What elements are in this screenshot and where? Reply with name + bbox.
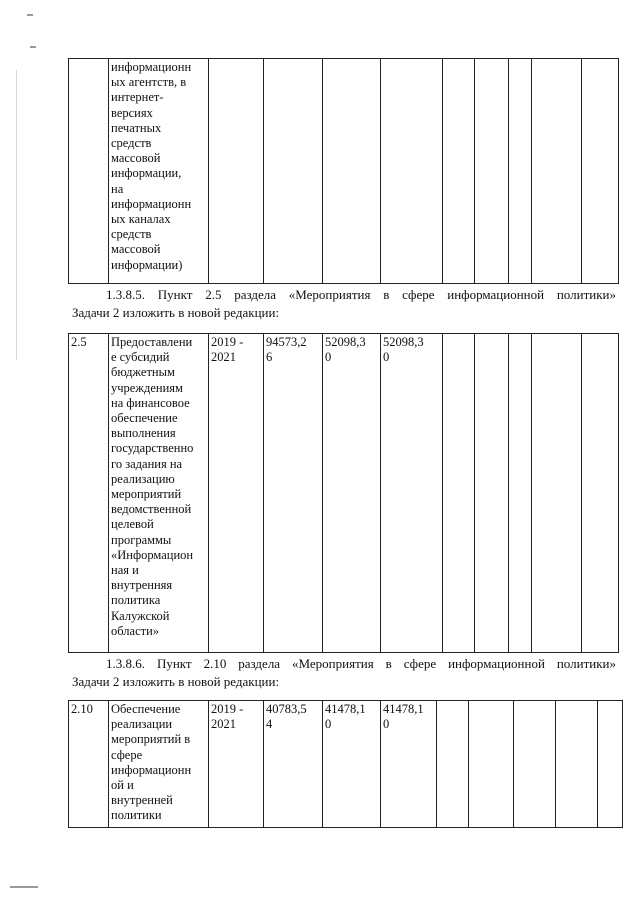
cell-num — [69, 59, 109, 284]
cell-empty — [582, 59, 619, 284]
cell-amount-2: 52098,3 0 — [323, 334, 381, 653]
cell-empty — [532, 334, 582, 653]
cell-period: 2019 - 2021 — [209, 334, 264, 653]
cell-empty — [475, 334, 509, 653]
cell-empty — [381, 59, 443, 284]
table-continuation — [68, 58, 619, 284]
cell-amount-3: 41478,1 0 — [381, 701, 437, 828]
scan-mark — [10, 886, 38, 888]
table-row — [69, 334, 619, 653]
table-item-2-5 — [68, 333, 619, 653]
table-row — [69, 701, 623, 828]
cell-empty — [532, 59, 582, 284]
cell-description: Предоставлени е субсидий бюджетным учреждениям на финансовое обеспечение выполнения государственно го задания на реализацию мероприятий ведомственной целевой программы «Информацион ная и внутренняя политика Калужской области» — [109, 334, 209, 653]
cell-empty — [264, 59, 323, 284]
paragraph-intro-2-5-cont: Задачи 2 изложить в новой редакции: — [72, 305, 280, 320]
cell-empty — [598, 701, 623, 828]
cell-empty — [209, 59, 264, 284]
paragraph-intro-2-10 — [72, 655, 616, 672]
cell-empty — [323, 59, 381, 284]
cell-amount-total: 94573,2 6 — [264, 334, 323, 653]
cell-empty — [509, 334, 532, 653]
cell-empty — [443, 334, 475, 653]
scan-mark — [27, 14, 33, 16]
cell-description: информационн ых агентств, в интернет- версиях печатных средств массовой информации, на информационн ых каналах средств массовой информации) — [109, 59, 209, 284]
cell-num: 2.10 — [69, 701, 109, 828]
cell-empty — [475, 59, 509, 284]
table-row — [69, 59, 619, 284]
cell-description: Обеспечение реализации мероприятий в сфере информационн ой и внутренней политики — [109, 701, 209, 828]
cell-empty — [469, 701, 514, 828]
cell-empty — [556, 701, 598, 828]
scan-mark — [30, 46, 36, 48]
cell-amount-2: 41478,1 0 — [323, 701, 381, 828]
table-item-2-10 — [68, 700, 623, 828]
scan-margin-line — [16, 70, 17, 360]
cell-empty — [437, 701, 469, 828]
cell-empty — [514, 701, 556, 828]
intro-text: 1.3.8.6. Пункт 2.10 раздела «Мероприятия в сфере информационной политики» — [106, 656, 616, 671]
cell-amount-total: 40783,5 4 — [264, 701, 323, 828]
cell-empty — [582, 334, 619, 653]
cell-num: 2.5 — [69, 334, 109, 653]
paragraph-intro-2-5 — [72, 286, 616, 303]
intro-text: 1.3.8.5. Пункт 2.5 раздела «Мероприятия в сфере информационной политики» — [106, 287, 616, 302]
paragraph-intro-2-10-cont: Задачи 2 изложить в новой редакции: — [72, 674, 280, 689]
cell-period: 2019 - 2021 — [209, 701, 264, 828]
cell-empty — [443, 59, 475, 284]
cell-amount-3: 52098,3 0 — [381, 334, 443, 653]
cell-empty — [509, 59, 532, 284]
